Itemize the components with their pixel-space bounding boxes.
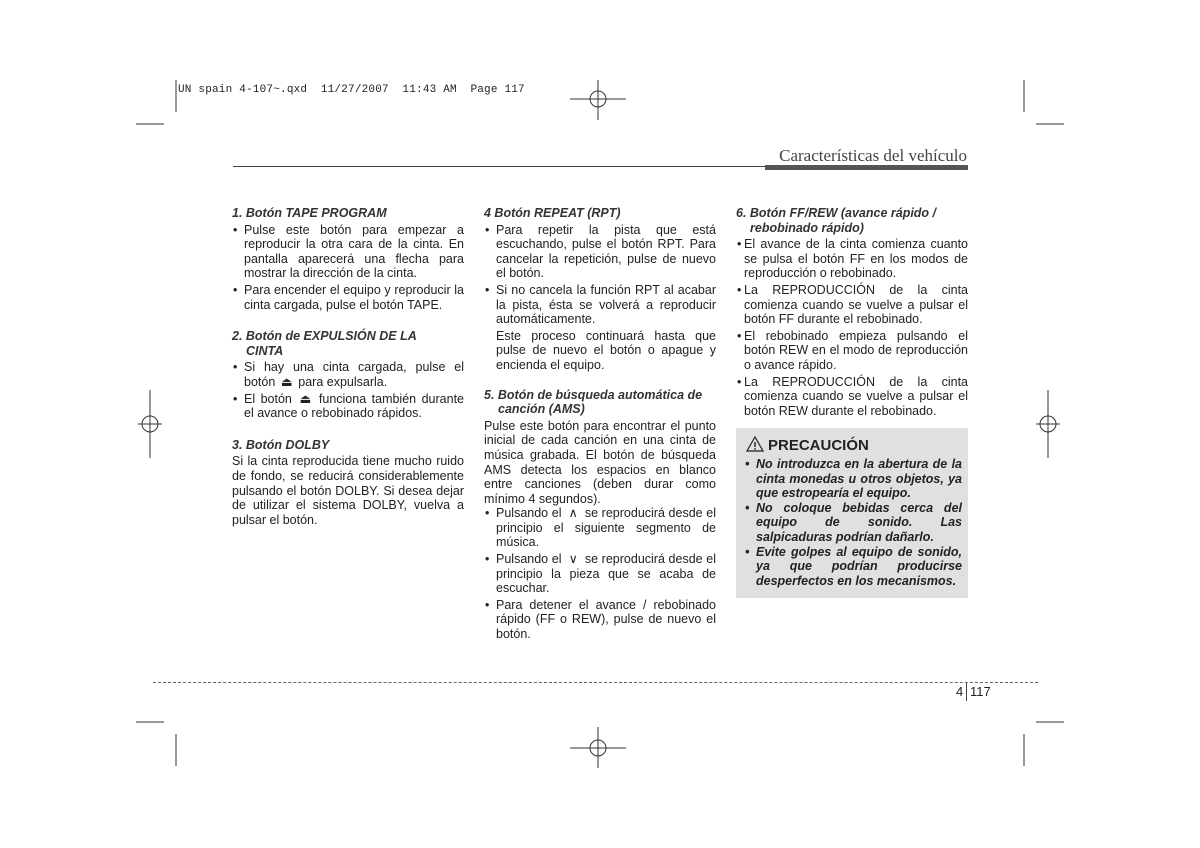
section-5-list [484, 506, 716, 641]
section-6-list [736, 237, 968, 418]
list-item: • El botón ⏏ funciona también durante el avance o rebobinado rápidos. [232, 392, 464, 421]
warning-icon [746, 436, 764, 452]
section-3-text: Si la cinta reproducida tiene mucho ruido de fondo, se reducirá considerablemente pulsando el botón DOLBY. Si desea dejar de utilizar el sistema DOLBY, vuelva a pulsar el botón. [232, 454, 464, 527]
down-arrow-icon: ∨ [568, 552, 578, 567]
section-5-text: Pulse este botón para encontrar el punto inicial de cada canción en una cinta de música grabada. El botón de búsqueda AMS detecta los espacios en blanco entre canciones (deben durar como mínimo 4 segundos). [484, 418, 716, 506]
list-item: • No introduzca en la abertura de la cinta monedas u otros objetos, ya que estropearía el equipo. [744, 457, 962, 501]
section-1-title: 1. Botón TAPE PROGRAM [232, 206, 387, 220]
list-item: • Pulse este botón para empezar a reproducir la otra cara de la cinta. En pantalla aparecerá una flecha para mostrar la dirección de la cinta. [232, 223, 464, 281]
list-item: • Pulsando el ∨ se reproducirá desde el principio la pieza que se acaba de escuchar. [484, 552, 716, 596]
caution-list [744, 457, 962, 588]
page-separator [966, 683, 967, 701]
caution-box [736, 428, 968, 598]
registration-mark-bottom [570, 727, 626, 768]
column-3 [736, 206, 968, 420]
section-4-list [484, 223, 716, 327]
section-1-list [232, 223, 464, 313]
section-header-title: Características del vehículo [779, 146, 967, 165]
list-item: • La REPRODUCCIÓN de la cinta comienza cuando se vuelve a pulsar el botón FF durante el rebobinado. [736, 283, 968, 327]
section-4-note: Este proceso continuará hasta que pulse de nuevo el botón o apague y encienda el equipo. [496, 328, 716, 372]
caution-title: PRECAUCIÓN [746, 436, 869, 454]
section-5-title: 5. Botón de búsqueda automática de canción (AMS) [484, 387, 703, 417]
eject-icon: ⏏ [280, 374, 293, 389]
footer-rule [153, 682, 1038, 683]
column-2 [484, 206, 716, 644]
section-3-title: 3. Botón DOLBY [232, 437, 330, 452]
list-item: • No coloque bebidas cerca del equipo de sonido. Las salpicaduras podrían dañarlo. [744, 501, 962, 545]
list-item: • Para detener el avance / rebobinado rápido (FF o REW), pulse de nuevo el botón. [484, 598, 716, 642]
column-1 [232, 206, 464, 527]
list-item: • La REPRODUCCIÓN de la cinta comienza cuando se vuelve a pulsar el botón REW durante el rebobinado. [736, 375, 968, 419]
registration-mark-top [570, 80, 626, 120]
list-item: • Pulsando el ∧ se reproducirá desde el principio el siguiente segmento de música. [484, 506, 716, 550]
section-6-title: 6. Botón FF/REW (avance rápido / rebobinado rápido) [736, 206, 937, 235]
print-slug: UN spain 4-107~.qxd 11/27/2007 11:43 AM Page 117 [178, 84, 525, 96]
list-item: • Para encender el equipo y reproducir la cinta cargada, pulse el botón TAPE. [232, 283, 464, 312]
list-item: • El rebobinado empieza pulsando el botón REW en el modo de reproducción o avance rápido. [736, 329, 968, 373]
list-item: • Si no cancela la función RPT al acabar la pista, ésta se volverá a reproducir automáticamente. [484, 283, 716, 327]
page-number: 117 [970, 684, 991, 699]
list-item: • Para repetir la pista que está escuchando, pulse el botón RPT. Para cancelar la repetición, pulse de nuevo el botón. [484, 223, 716, 281]
list-item: • Evite golpes al equipo de sonido, ya que podrían producirse desperfectos en los mecanismos. [744, 545, 962, 589]
chapter-number: 4 [956, 684, 964, 699]
list-item: • El avance de la cinta comienza cuanto se pulsa el botón FF en los modos de reproducción o rebobinado. [736, 237, 968, 281]
registration-mark-left [138, 390, 162, 458]
section-4-title: 4 Botón REPEAT (RPT) [484, 206, 621, 220]
registration-mark-right [1036, 390, 1060, 458]
section-2-list [232, 360, 464, 420]
header-bar [765, 165, 968, 170]
up-arrow-icon: ∧ [568, 506, 578, 521]
eject-icon: ⏏ [299, 391, 312, 406]
section-2-title: 2. Botón de EXPULSIÓN DE LA CINTA [232, 329, 417, 358]
list-item: • Si hay una cinta cargada, pulse el botón ⏏ para expulsarla. [232, 360, 464, 389]
